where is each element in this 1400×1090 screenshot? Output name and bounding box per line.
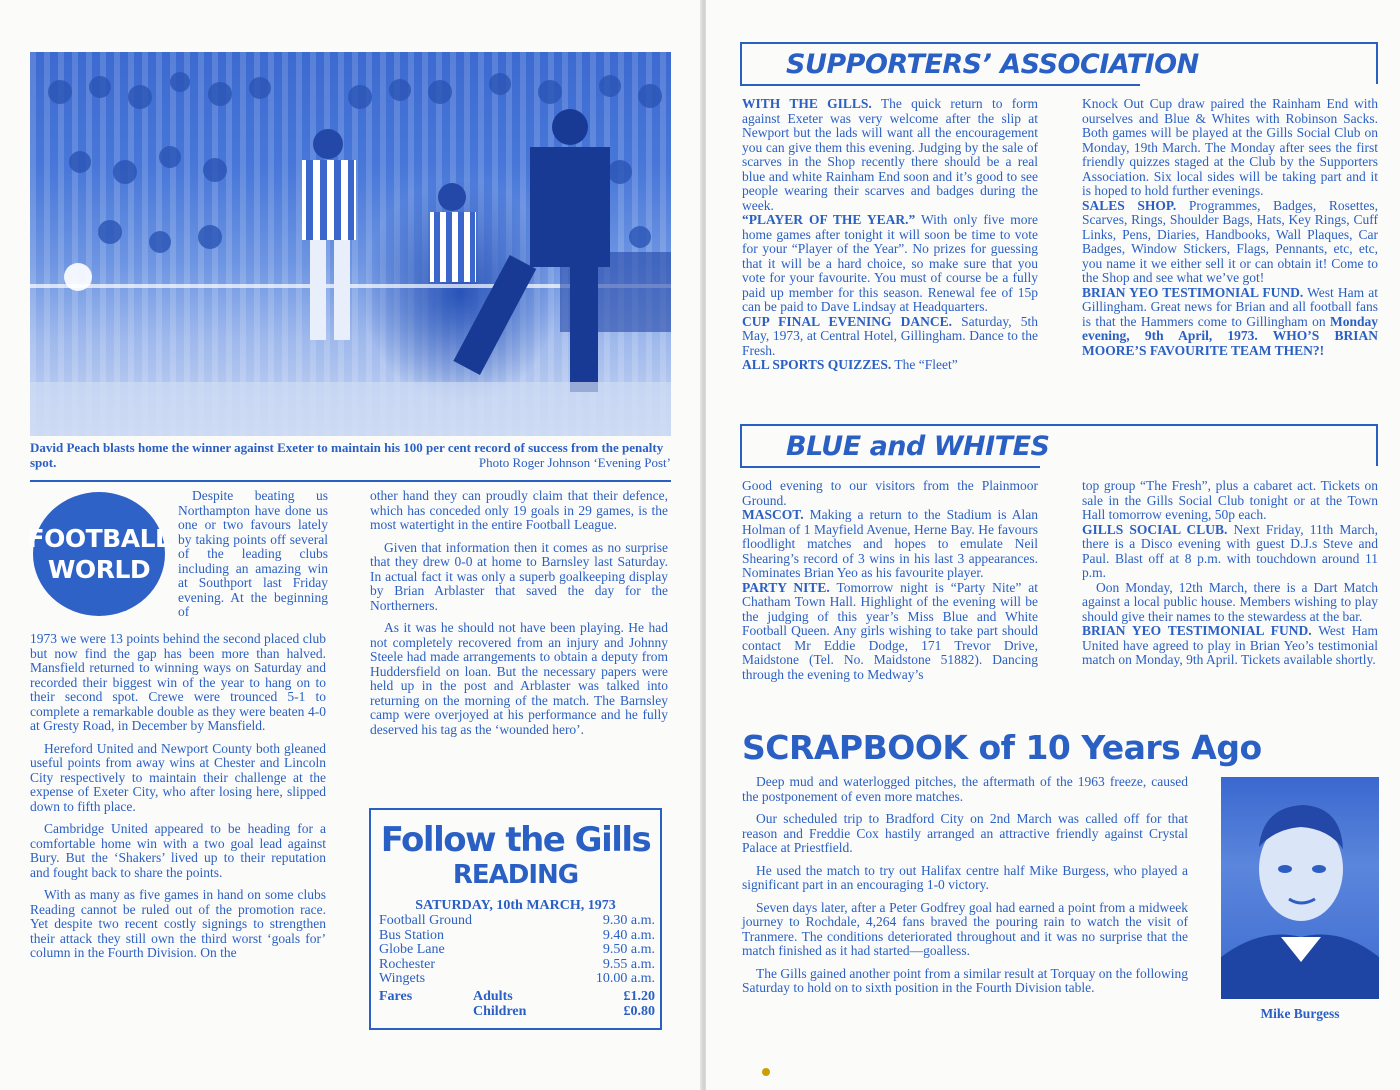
scrap-paragraph: Seven days later, after a Peter Godfrey goal had earned a point from a midweek journey to Rochdale, 4,264 fans braved the pouring rain to watch the visit of Tranmere. The conditions deteriorated throughout and it was no surprise that the match finished as it had started—goalless.: [742, 899, 1188, 958]
col2-paragraph: other hand they can proudly claim that their defence, which has conceded only 19 goals in 29 games, is the most watertight in the entire Football League.: [370, 488, 668, 532]
portrait-illustration: [1221, 777, 1379, 999]
football-world-badge: [27, 492, 171, 616]
scrap-paragraph: Deep mud and waterlogged pitches, the aftermath of the 1963 freeze, caused the postponement of even more matches.: [742, 774, 1188, 804]
pickup-time: 9.30 a.m.: [602, 913, 655, 928]
intro-text: Despite beating us Northampton have done us one or two favours lately by taking points off several of the leading clubs including an amazing win at Southport last Friday evening. At the beginning of: [178, 488, 328, 619]
bw-text: Making a return to the Stadium is Alan Holman of 1 Mayfield Avenue, Herne Bay. He favours floodlight matches and hopes to emulate Neil Shearing’s record of 3 wins in his last 3 appearances. Nominates Brian Yeo as his favourite player.: [742, 507, 1038, 580]
sa-item: [1082, 198, 1378, 286]
match-photo-illustration: [30, 52, 671, 436]
sa-heading: “PLAYER OF THE YEAR.”: [742, 212, 916, 227]
children-label: Children: [473, 1003, 527, 1019]
supporters-underline: [740, 84, 1140, 86]
football-world-intro: [178, 489, 328, 620]
fare-type-labels: [473, 990, 526, 1019]
scrapbook-text: [742, 775, 1188, 1004]
sa-text: West Ham at Gillingham. Great news for Brian and all football fans is that the Hammers come to Gillingham on: [1082, 284, 1378, 329]
bw-item: [742, 580, 1038, 682]
col1-paragraph: Cambridge United appeared to be heading for a comfortable home win with a two goal lead against Bury. But the ‘Shakers’ lived up to their reputation and fought back to share the points.: [30, 821, 326, 880]
blue-whites-banner: [740, 424, 1378, 466]
pickup-place: Rochester: [379, 956, 435, 972]
blue-whites-col1: [742, 479, 1038, 682]
bw-item: [742, 478, 1038, 508]
bw-text: West Ham United have agreed to play in Brian Yeo’s testimonial match on Monday, 9th April. Tickets available shortly.: [1082, 623, 1379, 667]
col2-paragraph: As it was he should not have been playing. He had not completely recovered from an injury and Johnny Steele had made arrangements to obtain a deputy from Huddersfield on loan. But the necessary papers were held up in the post and Arblaster was talked into returning on the morning of the match. The Barnsley camp were overjoyed at his performance and he fully deserved his tag as the ‘wounded hero’.: [370, 620, 668, 737]
sa-heading: CUP FINAL EVENING DANCE.: [742, 313, 953, 329]
col1-paragraph: Hereford United and Newport County both gleaned useful points from away wins at Chester and Lincoln City respectively to maintain their challenge at the expense of Exeter City, who after losing here, slipped down to fifth place.: [30, 740, 326, 814]
paper-mark: [762, 1068, 770, 1076]
photo-caption-text: David Peach blasts home the winner against Exeter to maintain his 100 per cent record of success from the penalty spot.: [30, 440, 664, 470]
sa-item: [742, 96, 1038, 213]
sa-text: The “Fleet”: [891, 357, 958, 372]
schedule-row: [379, 914, 655, 929]
caption-rule: [30, 480, 671, 482]
bw-item: [742, 507, 1038, 580]
scrapbook-title: SCRAPBOOK of 10 Years Ago: [742, 728, 1262, 767]
supporters-col2: [1082, 97, 1378, 358]
bw-text: Oon Monday, 12th March, there is a Dart Match against a local public house. Members wishing to play should give their names to the stewardess at the bar.: [1082, 579, 1378, 624]
sa-heading: ALL SPORTS QUIZZES.: [742, 357, 892, 372]
pickup-place: Bus Station: [379, 927, 444, 943]
fare-prices: [624, 990, 656, 1019]
scrap-paragraph: He used the match to try out Halifax centre half Mike Burgess, who played a significant part in an encouraging 1-0 victory.: [742, 862, 1188, 892]
scrap-paragraph: Our scheduled trip to Bradford City on 2nd March was called off for that reason and Freddie Cox hastily arranged an attractive friendly against Crystal Palace at Priestfield.: [742, 811, 1188, 855]
sa-heading: BRIAN YEO TESTIMONIAL FUND.: [1082, 284, 1304, 300]
bw-text: top group “The Fresh”, plus a cabaret act. Tickets on sale in the Gills Social Club tonight or at the Town Hall tomorrow evening, 50p each.: [1082, 478, 1378, 522]
children-price: £0.80: [623, 1003, 655, 1019]
sa-text: With only five more home games after tonight it will soon be time to vote for your “Player of the Year”. No prizes for guessing that it will be a hard choice, so make sure that you vote for your favourite. You must of course be a fully paid up member for this season. Renewal fee of 15p can be paid to Dave Lindsay at Headquarters.: [742, 212, 1039, 314]
pickup-time: 9.50 a.m.: [602, 942, 655, 957]
bw-heading: GILLS SOCIAL CLUB.: [1082, 521, 1228, 537]
bw-heading: MASCOT.: [742, 507, 804, 522]
bw-item: [1082, 522, 1378, 581]
photo-credit: Photo Roger Johnson ‘Evening Post’: [478, 455, 671, 470]
football-world-col2: [370, 489, 668, 745]
pickup-place: Football Ground: [379, 913, 472, 928]
mike-burgess-photo: [1221, 777, 1379, 999]
pickup-place: Wingets: [379, 971, 426, 986]
bw-item: [1082, 580, 1378, 624]
blue-whites-col2: [1082, 479, 1378, 668]
coach-schedule: [379, 914, 655, 987]
sa-heading: Monday evening, 9th April, 1973. WHO’S BRIAN MOORE’S FAVOURITE TEAM THEN?!: [1082, 313, 1378, 358]
pickup-place: Globe Lane: [379, 942, 445, 957]
blue-whites-title: BLUE and WHITES: [786, 431, 1050, 462]
schedule-row: [379, 929, 655, 944]
supporters-col1: [742, 97, 1038, 373]
col1-paragraph: 1973 we were 13 points behind the second placed club but now find the gap has been more than halved. Mansfield returned to winning ways on Saturday and recorded their biggest win of the year to hang on to their second spot. Crewe were trounced 5-1 to complete a remarkable double as they were beaten 4-0 at Gresty Road, in December by Mansfield.: [30, 631, 326, 733]
col2-paragraph: Given that information then it comes as no surprise that they drew 0-0 at home to Barnsley last Saturday. In actual fact it was only a superb goalkeeping display by Brian Arblaster that saved the day for the Northerners.: [370, 539, 668, 613]
col1-paragraph: With as many as five games in hand on some clubs Reading cannot be ruled out of the promotion race. Yet despite two recent costly signings to strengthen their attack they still own the third worst ‘goals for’ column in the Fourth Division. On the: [30, 887, 326, 960]
bw-heading: PARTY NITE.: [742, 579, 830, 595]
adults-label: Adults: [473, 989, 513, 1004]
follow-opponent: READING: [452, 860, 579, 890]
supporters-title: SUPPORTERS’ ASSOCIATION: [786, 49, 1199, 80]
sa-text: The quick return to form against Exeter was very welcome after the slip at Newport but the lads will want all the encouragement you can give them this evening. Judging by the sale of scarves in the Shop recently there should be a real blue and white Rainham End soon and it’s good to see people wearing their scarves and badges during the week.: [742, 96, 1039, 213]
sa-text: Saturday, 5th May, 1973, at Central Hotel, Gillingham. Dance to the Fresh.: [742, 313, 1038, 358]
sa-item: [742, 314, 1038, 358]
bw-item: [1082, 478, 1378, 522]
sa-item: [742, 212, 1038, 314]
pickup-time: 9.55 a.m.: [602, 956, 655, 972]
adults-price: £1.20: [623, 989, 655, 1004]
bw-item: [1082, 623, 1378, 667]
bw-text: Next Friday, 11th March, there is a Disco evening with guest D.J.s Steve and Paul. Blast off at 8 p.m. with touchdown around 11 p.m.: [1082, 521, 1378, 580]
sa-text: Knock Out Cup draw paired the Rainham End with ourselves and Blue & Whites with Robinson Sacks. Both games will be played at the Gills Social Club on Monday, 19th March. The Monday after sees the first friendly quizzes staged at the Club by the Supporters Association. Six local sides will be taking part and it is hoped to hold further evenings.: [1082, 96, 1378, 198]
sa-item: [1082, 285, 1378, 358]
badge-line-2: WORLD: [47, 555, 151, 584]
follow-title: Follow the Gills: [380, 820, 651, 860]
schedule-row: [379, 972, 655, 987]
bw-text: Good evening to our visitors from the Plainmoor Ground.: [742, 478, 1038, 508]
mike-burgess-caption: Mike Burgess: [1260, 1006, 1340, 1021]
schedule-row: [379, 943, 655, 958]
sa-text: Programmes, Badges, Rosettes, Scarves, Rings, Shoulder Bags, Hats, Key Rings, Cuff Links, Pens, Diaries, Handbooks, Wall Plaques, Car Badges, Window Stickers, Flags, Pennants, etc, etc, you name it we either sell it or can obtain it! Come to the Shop and see what we’ve got!: [1082, 197, 1379, 285]
bw-text: Tomorrow night is “Party Nite” at Chatham Town Hall. Highlight of the evening will be the judging of this year’s Miss Blue and White Football Queen. Any girls wishing to take part should contact Mr Eddie Dodge, 171 Trevor Drive, Maidstone (Tel. No. Maidstone 51882). Dancing through the evening to Medway’s: [742, 579, 1038, 682]
sa-item: [1082, 96, 1378, 198]
follow-the-gills-box: [369, 808, 662, 1030]
schedule-row: [379, 958, 655, 973]
sa-heading: SALES SHOP.: [1082, 197, 1177, 213]
match-photo: [30, 52, 671, 436]
scrap-paragraph: The Gills gained another point from a similar result at Torquay on the following Saturday to hold on to sixth position in the Fourth Division table.: [742, 965, 1188, 995]
pickup-time: 9.40 a.m.: [602, 927, 655, 943]
badge-line-1: FOOTBALL: [27, 524, 171, 553]
pickup-time: 10.00 a.m.: [595, 971, 655, 986]
fares-label: Fares: [379, 989, 413, 1004]
follow-date: SATURDAY, 10th MARCH, 1973: [415, 898, 616, 913]
sa-item: [742, 357, 958, 372]
supporters-banner: [740, 42, 1378, 84]
football-world-col1: [30, 632, 326, 969]
photo-caption: [30, 440, 671, 470]
blue-whites-underline: [740, 466, 1040, 468]
bw-heading: BRIAN YEO TESTIMONIAL FUND.: [1082, 623, 1312, 638]
sa-heading: WITH THE GILLS.: [742, 96, 872, 111]
